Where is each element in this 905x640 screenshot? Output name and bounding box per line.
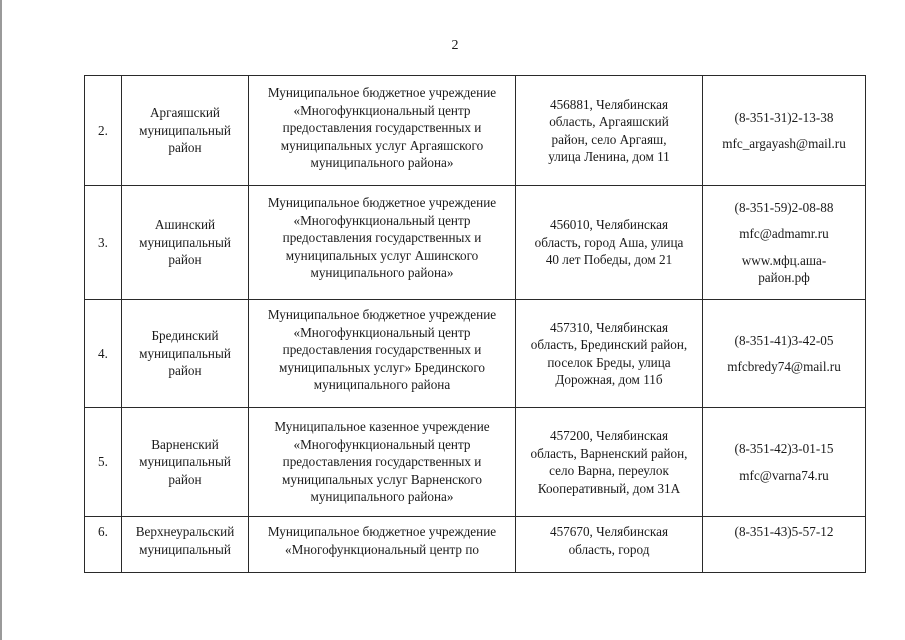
district-cell bbox=[122, 76, 249, 186]
institution-name-line: «Многофункциональный центр bbox=[293, 324, 471, 340]
row-number: 4. bbox=[98, 345, 108, 361]
district-name-line: Аргаяшский bbox=[150, 105, 220, 121]
address-line: 456010, Челябинская bbox=[549, 217, 669, 233]
mfc-registry-table bbox=[84, 75, 866, 573]
institution-name-line: «Многофункциональный центр bbox=[293, 102, 471, 118]
table-row bbox=[85, 186, 866, 300]
table-row bbox=[85, 76, 866, 186]
institution-name-line: «Многофункциональный центр bbox=[293, 436, 471, 452]
address-cell bbox=[516, 186, 703, 300]
phone-number: (8-351-59)2-08-88 bbox=[734, 199, 834, 215]
address-line: улица Ленина, дом 11 bbox=[548, 149, 670, 164]
district-cell bbox=[122, 408, 249, 517]
address-line: 40 лет Победы, дом 21 bbox=[545, 252, 673, 268]
row-number: 2. bbox=[98, 122, 108, 138]
email-address: mfc@varna74.ru bbox=[739, 467, 829, 483]
address-line: область, Аргаяшский bbox=[549, 114, 669, 129]
district-name-line: Ашинский bbox=[154, 217, 216, 233]
institution-name-line: предоставления государственных и bbox=[282, 454, 482, 469]
address-line: область, Брединский район, bbox=[530, 337, 688, 352]
district-name-line: район bbox=[168, 140, 202, 156]
institution-name-line: Муниципальное бюджетное учреждение bbox=[267, 307, 497, 322]
address-cell bbox=[516, 517, 703, 573]
address-line: Кооперативный, дом 31А bbox=[537, 480, 681, 496]
institution-name-line: предоставления государственных и bbox=[282, 342, 482, 357]
institution-cell bbox=[249, 300, 516, 408]
district-name-line: Верхнеуральский bbox=[135, 524, 235, 539]
institution-cell bbox=[249, 186, 516, 300]
contacts-cell bbox=[703, 76, 866, 186]
district-name-line: муниципальный bbox=[139, 122, 231, 138]
district-name-line: муниципальный bbox=[139, 345, 231, 361]
institution-name-line: Муниципальное бюджетное учреждение bbox=[267, 195, 497, 210]
institution-name-line: муниципального района» bbox=[310, 155, 454, 170]
table-row bbox=[85, 517, 866, 573]
address-line: район, село Аргаяш, bbox=[551, 131, 667, 147]
district-cell bbox=[122, 300, 249, 408]
institution-cell bbox=[249, 517, 516, 573]
institution-cell bbox=[249, 76, 516, 186]
website-address: www.мфц.аша- район.рф bbox=[741, 252, 827, 285]
address-line: область, город Аша, улица bbox=[534, 234, 684, 250]
district-name-line: район bbox=[168, 252, 202, 268]
institution-cell bbox=[249, 408, 516, 517]
district-name-line: муниципальный bbox=[139, 541, 231, 557]
institution-name-line: предоставления государственных и bbox=[282, 230, 482, 245]
district-name-line: район bbox=[168, 363, 202, 379]
email-address: mfc_argayash@mail.ru bbox=[722, 136, 846, 151]
scan-left-edge bbox=[0, 0, 2, 640]
institution-name-line: муниципального района» bbox=[310, 265, 454, 280]
page-number: 2 bbox=[451, 38, 459, 53]
row-number-cell bbox=[85, 408, 122, 517]
institution-name-line: муниципальных услуг Аргаяшского bbox=[280, 137, 484, 153]
district-cell bbox=[122, 517, 249, 573]
address-line: поселок Бреды, улица bbox=[547, 354, 671, 370]
institution-name-line: муниципальных услуг Варненского bbox=[282, 471, 482, 487]
contacts-cell bbox=[703, 186, 866, 300]
address-line: 456881, Челябинская bbox=[549, 96, 669, 112]
row-number-cell bbox=[85, 517, 122, 573]
phone-number: (8-351-43)5-57-12 bbox=[734, 524, 834, 539]
phone-number: (8-351-41)3-42-05 bbox=[734, 332, 834, 348]
district-name-line: Брединский bbox=[151, 328, 219, 344]
phone-number: (8-351-31)2-13-38 bbox=[734, 109, 834, 125]
address-line: Дорожная, дом 11б bbox=[555, 372, 663, 387]
institution-name-line: «Многофункциональный центр bbox=[293, 212, 471, 228]
row-number: 6. bbox=[98, 524, 108, 539]
contacts-cell bbox=[703, 408, 866, 517]
institution-name-line: муниципальных услуг Ашинского bbox=[285, 247, 479, 263]
row-number: 3. bbox=[98, 234, 108, 250]
table-row bbox=[85, 300, 866, 408]
phone-number: (8-351-42)3-01-15 bbox=[734, 441, 834, 456]
district-name-line: Варненский bbox=[151, 436, 219, 452]
address-line: 457310, Челябинская bbox=[549, 319, 669, 335]
district-name-line: муниципальный bbox=[139, 454, 231, 470]
institution-name-line: муниципальных услуг» Брединского bbox=[278, 359, 486, 375]
address-line: 457670, Челябинская bbox=[549, 524, 669, 539]
table-row bbox=[85, 408, 866, 517]
contacts-cell bbox=[703, 300, 866, 408]
email-address: mfcbredy74@mail.ru bbox=[727, 359, 841, 374]
address-cell bbox=[516, 300, 703, 408]
institution-name-line: муниципального района bbox=[313, 377, 451, 392]
institution-name-line: Муниципальное казенное учреждение bbox=[274, 419, 490, 434]
district-name-line: район bbox=[168, 471, 202, 487]
row-number-cell bbox=[85, 300, 122, 408]
district-name-line: муниципальный bbox=[139, 234, 231, 250]
row-number: 5. bbox=[98, 454, 108, 470]
address-cell bbox=[516, 76, 703, 186]
address-line: область, Варненский район, bbox=[530, 445, 688, 461]
institution-name-line: «Многофункциональный центр по bbox=[285, 541, 479, 557]
institution-name-line: муниципального района» bbox=[310, 489, 454, 504]
row-number-cell bbox=[85, 76, 122, 186]
institution-name-line: Муниципальное бюджетное учреждение bbox=[267, 85, 497, 100]
address-line: село Варна, переулок bbox=[549, 463, 669, 478]
email-address: mfc@admamr.ru bbox=[739, 226, 829, 241]
institution-name-line: предоставления государственных и bbox=[282, 120, 482, 135]
address-cell bbox=[516, 408, 703, 517]
address-line: область, город bbox=[568, 541, 650, 557]
row-number-cell bbox=[85, 186, 122, 300]
district-cell bbox=[122, 186, 249, 300]
institution-name-line: Муниципальное бюджетное учреждение bbox=[267, 524, 497, 539]
contacts-cell bbox=[703, 517, 866, 573]
address-line: 457200, Челябинская bbox=[549, 428, 669, 443]
